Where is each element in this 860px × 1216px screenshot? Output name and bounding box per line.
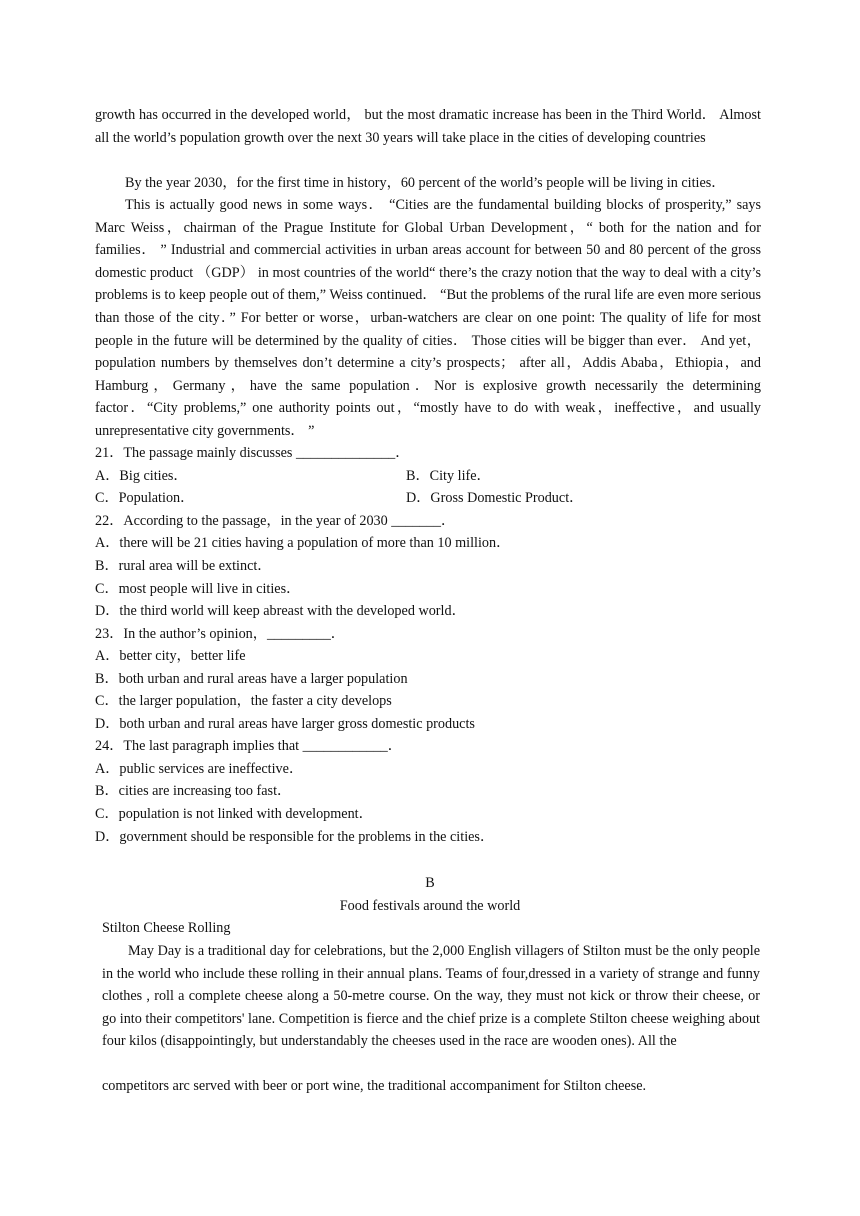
passage-b-letter: B bbox=[425, 875, 435, 891]
question-21-option-d: D．Gross Domestic Product． bbox=[406, 490, 584, 506]
passage-b-paragraph-1: May Day is a traditional day for celebrations, but the 2,000 English villagers of Stilton must be the only people in the world who include these rolling in their annual plans. Teams of four,dressed in a variety of strange and funny clothes , roll a complete cheese along a 50-metre course. On the way, they must not kick or throw their cheese, or go into their competitors' lane. Competition is fierce and the chief prize is a complete Stilton cheese weighing about four kilos (disappointingly, but understandably the cheeses used in the race are wooden ones). All the bbox=[102, 943, 760, 1050]
question-24-stem: 24．The last paragraph implies that ____________． bbox=[95, 738, 402, 754]
question-24-option-b: B．cities are increasing too fast． bbox=[95, 783, 292, 799]
passage-b-subtitle: Stilton Cheese Rolling bbox=[102, 920, 231, 936]
question-21-option-b: B．City life． bbox=[406, 468, 491, 484]
question-21-stem: 21．The passage mainly discusses ______________． bbox=[95, 445, 410, 461]
passage-a-paragraph-3: This is actually good news in some ways． “Cities are the fundamental building blocks of prosperity,” says Marc Weiss，chairman of the Prague Institute for Global Urban Development，“ both for the nation and for families． ” Industrial and commercial activities in urban areas account for between 50 and 80 percent of the gross domestic product （GDP） in most countries of the world“ there’s the crazy notion that the way to deal with a city’s problems is to keep people out of them,” Weiss continued． “But the problems of the rural life are even more serious than those of the city．” For better or worse，urban-watchers are clear on one point: The quality of life for most people in the future will be determined by the quality of cities． Those cities will be bigger than ever． And yet，population numbers by themselves don’t determine a city’s prospects； after all，Addis Ababa，Ethiopia，and Hamburg，Germany，have the same population．Nor is explosive growth necessarily the determining factor．“City problems,” one authority points out，“mostly have to do with weak，ineffective，and usually unrepresentative city governments． ” bbox=[95, 197, 761, 439]
question-23-option-a: A．better city，better life bbox=[95, 648, 246, 664]
question-22-option-b: B．rural area will be extinct． bbox=[95, 558, 272, 574]
passage-b-paragraph-2: competitors arc served with beer or port wine, the traditional accompaniment for Stilton cheese. bbox=[102, 1078, 647, 1094]
question-23-option-b: B．both urban and rural areas have a larger population bbox=[95, 671, 408, 687]
question-23-stem: 23．In the author’s opinion，_________． bbox=[95, 626, 345, 642]
question-23-option-c: C．the larger population，the faster a city develops bbox=[95, 693, 392, 709]
question-21-option-a: A．Big cities． bbox=[95, 468, 188, 484]
question-24-option-a: A．public services are ineffective． bbox=[95, 761, 304, 777]
question-22-option-d: D．the third world will keep abreast with the developed world． bbox=[95, 603, 466, 619]
passage-b-title: Food festivals around the world bbox=[339, 898, 521, 914]
passage-a-paragraph-1: growth has occurred in the developed world， but the most dramatic increase has been in the Third World． Almost all the world’s population growth over the next 30 years will take place in the cities of developing countries bbox=[95, 107, 761, 146]
question-24-option-d: D．government should be responsible for the problems in the cities． bbox=[95, 829, 495, 845]
question-21-option-c: C．Population． bbox=[95, 490, 195, 506]
question-23-option-d: D．both urban and rural areas have larger gross domestic products bbox=[95, 716, 475, 732]
passage-a-paragraph-2: By the year 2030，for the first time in history，60 percent of the world’s people will be living in cities． bbox=[125, 175, 726, 191]
question-24-option-c: C．population is not linked with development． bbox=[95, 806, 373, 822]
question-22-stem: 22．According to the passage，in the year of 2030 _______． bbox=[95, 513, 456, 529]
question-22-option-a: A．there will be 21 cities having a population of more than 10 million． bbox=[95, 535, 511, 551]
question-22-option-c: C．most people will live in cities． bbox=[95, 581, 301, 597]
